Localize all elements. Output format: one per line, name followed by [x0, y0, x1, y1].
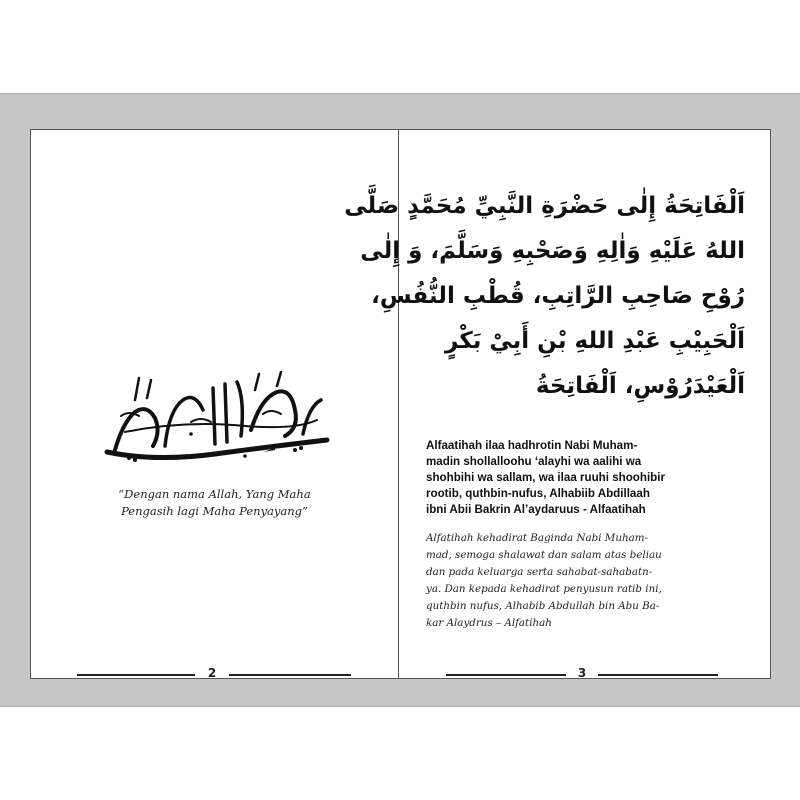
translation — [426, 530, 744, 632]
arabic-text — [344, 184, 745, 409]
translation-line: quthbin nufus, Alhabib Abdullah bin Abu Ba- — [426, 600, 660, 612]
arabic-line: اَلْحَبِيْبِ عَبْدِ اللهِ بْنِ أَبِيْ بَكْرٍ — [445, 328, 745, 354]
arabic-line: اَلْعَيْدَرُوْسِ، اَلْفَاتِحَةُ — [535, 373, 745, 399]
right-page — [344, 129, 771, 680]
transliteration — [426, 438, 744, 518]
translation-line: Alfatihah kehadirat Baginda Nabi Muham- — [426, 532, 648, 544]
quote-line: Pengasih lagi Maha Penyayang” — [121, 504, 308, 518]
transliteration-line: ibni Abii Bakrin Al’aydaruus - Alfaatihah — [426, 503, 646, 516]
footer-rule — [446, 674, 566, 676]
page-footer — [399, 666, 770, 680]
basmala-translation — [31, 486, 398, 520]
transliteration-line: Alfaatihah ilaa hadhrotin Nabi Muham- — [426, 439, 638, 452]
transliteration-line: shohbihi wa sallam, wa ilaa ruuhi shoohibir — [426, 471, 666, 484]
transliteration-line: rootib, quthbin-nufus, Alhabiib Abdillaah — [426, 487, 650, 500]
book-spread — [0, 93, 800, 707]
footer-rule — [229, 674, 351, 676]
page-footer — [31, 666, 398, 680]
arabic-line: رُوْحِ صَاحِبِ الرَّاتِبِ، قُطْبِ النُّفُسِ، — [371, 283, 745, 309]
transliteration-line: madin shollalloohu ‘alayhi wa aalihi wa — [426, 455, 642, 468]
page-number: 3 — [577, 666, 587, 680]
arabic-line: اللهُ عَلَيْهِ وَاٰلِهِ وَصَحْبِهِ وَسَلَّمَ، وَ إِلٰى — [360, 238, 745, 264]
translation-line: ya. Dan kepada kehadirat penyusun ratib ini, — [426, 583, 662, 595]
translation-line: mad, semoga shalawat dan salam atas beliau — [426, 549, 662, 561]
footer-rule — [598, 674, 718, 676]
translation-line: dan pada keluarga serta sahabat-sahabatn- — [426, 566, 653, 578]
footer-rule — [77, 674, 195, 676]
quote-line: “Dengan nama Allah, Yang Maha — [118, 487, 311, 501]
page-number: 2 — [207, 666, 217, 680]
translation-line: kar Alaydrus – Alfatihah — [426, 617, 552, 629]
arabic-line: اَلْفَاتِحَةُ إِلٰى حَضْرَةِ النَّبِيِّ مُحَمَّدٍ صَلَّى — [344, 193, 745, 219]
basmala-calligraphy — [95, 370, 335, 465]
